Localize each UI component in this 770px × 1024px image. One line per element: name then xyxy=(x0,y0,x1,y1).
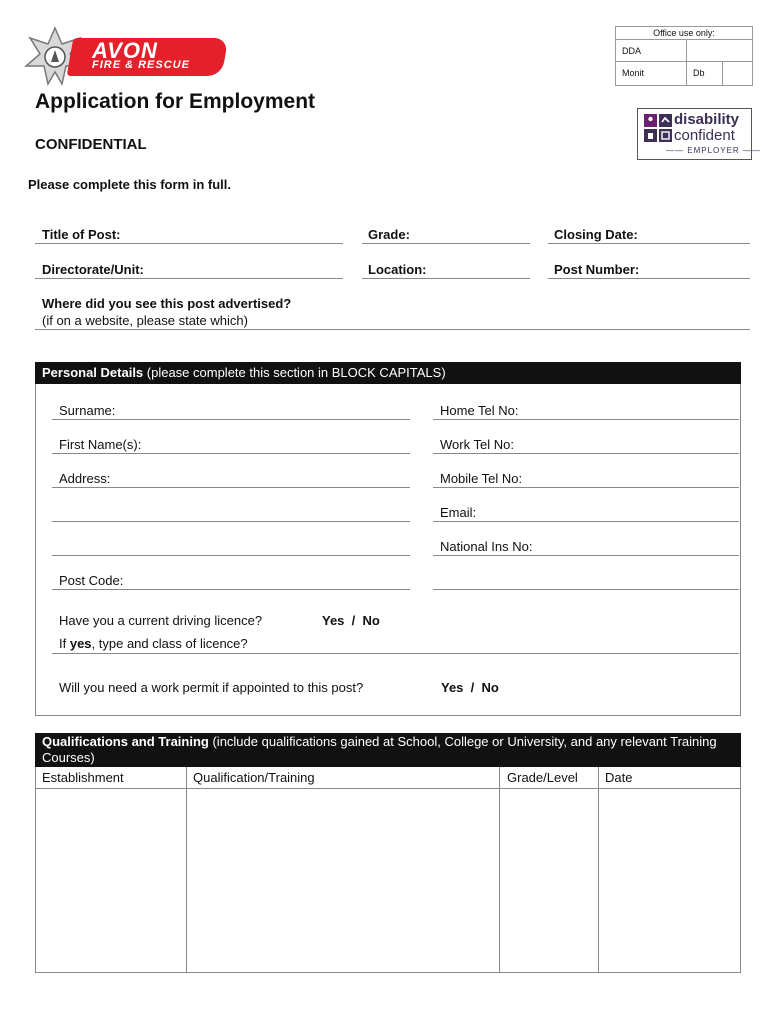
badge-text-employer: —— EMPLOYER —— xyxy=(666,146,761,155)
closing-date-label: Closing Date: xyxy=(554,227,638,242)
address-field-line-2[interactable] xyxy=(52,521,410,522)
office-dda-value[interactable] xyxy=(687,40,752,62)
qualifications-heading: Qualifications and Training (include qualifications gained at School, College or University, and any relevant Training Courses) xyxy=(35,733,741,767)
date-cell[interactable] xyxy=(599,789,740,972)
office-dda-label: DDA xyxy=(616,40,687,62)
post-number-label: Post Number: xyxy=(554,262,640,277)
closing-date-field[interactable] xyxy=(548,243,750,244)
mobile-tel-label: Mobile Tel No: xyxy=(440,471,523,486)
grade-level-cell[interactable] xyxy=(500,789,598,972)
licence-type-question: If yes, type and class of licence? xyxy=(59,636,248,651)
first-names-label: First Name(s): xyxy=(59,437,142,452)
ni-number-label: National Ins No: xyxy=(440,539,533,554)
page-title: Application for Employment xyxy=(35,90,316,113)
first-names-field[interactable] xyxy=(52,453,410,454)
office-db-value[interactable] xyxy=(723,62,752,85)
badge-text-disability: disability xyxy=(674,111,740,128)
column-date: Date xyxy=(605,770,633,785)
advertised-field[interactable] xyxy=(35,329,750,330)
directorate-label: Directorate/Unit: xyxy=(42,262,144,277)
advertised-label: Where did you see this post advertised? xyxy=(42,296,292,311)
home-tel-label: Home Tel No: xyxy=(440,403,519,418)
location-label: Location: xyxy=(368,262,427,277)
office-monit-label: Monit xyxy=(616,62,687,85)
driving-licence-question: Have you a current driving licence? xyxy=(59,613,263,628)
logo-text: AVON xyxy=(92,38,158,63)
licence-type-field[interactable] xyxy=(52,653,739,654)
personal-details-heading: Personal Details (please complete this section in BLOCK CAPITALS) xyxy=(35,362,741,384)
address-label: Address: xyxy=(59,471,111,486)
post-number-field[interactable] xyxy=(548,278,750,279)
work-permit-question: Will you need a work permit if appointed to this post? xyxy=(59,680,364,695)
column-establishment: Establishment xyxy=(42,770,124,785)
qualification-cell[interactable] xyxy=(187,789,499,972)
office-use-title: Office use only: xyxy=(616,27,752,40)
mobile-tel-field[interactable] xyxy=(433,487,739,488)
column-qualification: Qualification/Training xyxy=(193,770,315,785)
title-of-post-field[interactable] xyxy=(35,243,343,244)
post-code-label: Post Code: xyxy=(59,573,124,588)
home-tel-field[interactable] xyxy=(433,419,739,420)
address-field-line-3[interactable] xyxy=(52,555,410,556)
disability-confident-badge xyxy=(637,108,761,160)
establishment-cell[interactable] xyxy=(36,789,186,972)
badge-text-confident: confident xyxy=(674,127,735,144)
work-permit-yes-no[interactable]: Yes / No xyxy=(441,680,499,695)
grade-field[interactable] xyxy=(362,243,530,244)
ni-number-field[interactable] xyxy=(433,555,739,556)
confidential-label: CONFIDENTIAL xyxy=(35,136,147,153)
extra-field-line[interactable] xyxy=(433,589,739,590)
surname-label: Surname: xyxy=(59,403,116,418)
driving-licence-yes-no[interactable]: Yes / No xyxy=(322,613,380,628)
advertised-note: (if on a website, please state which) xyxy=(42,313,248,328)
directorate-field[interactable] xyxy=(35,278,343,279)
email-label: Email: xyxy=(440,505,477,520)
location-field[interactable] xyxy=(362,278,530,279)
office-db-label: Db xyxy=(687,62,723,85)
office-use-box xyxy=(615,26,753,86)
work-tel-field[interactable] xyxy=(433,453,739,454)
personal-details-section xyxy=(35,362,741,716)
work-tel-label: Work Tel No: xyxy=(440,437,514,452)
email-field[interactable] xyxy=(433,521,739,522)
grade-label: Grade: xyxy=(368,227,410,242)
column-grade-level: Grade/Level xyxy=(507,770,578,785)
title-of-post-label: Title of Post: xyxy=(42,227,121,242)
address-field-line-1[interactable] xyxy=(52,487,410,488)
form-instruction: Please complete this form in full. xyxy=(28,177,231,192)
post-code-field[interactable] xyxy=(52,589,410,590)
surname-field[interactable] xyxy=(52,419,410,420)
disability-confident-icon xyxy=(644,114,672,142)
logo-subtext: FIRE & RESCUE xyxy=(92,59,190,71)
